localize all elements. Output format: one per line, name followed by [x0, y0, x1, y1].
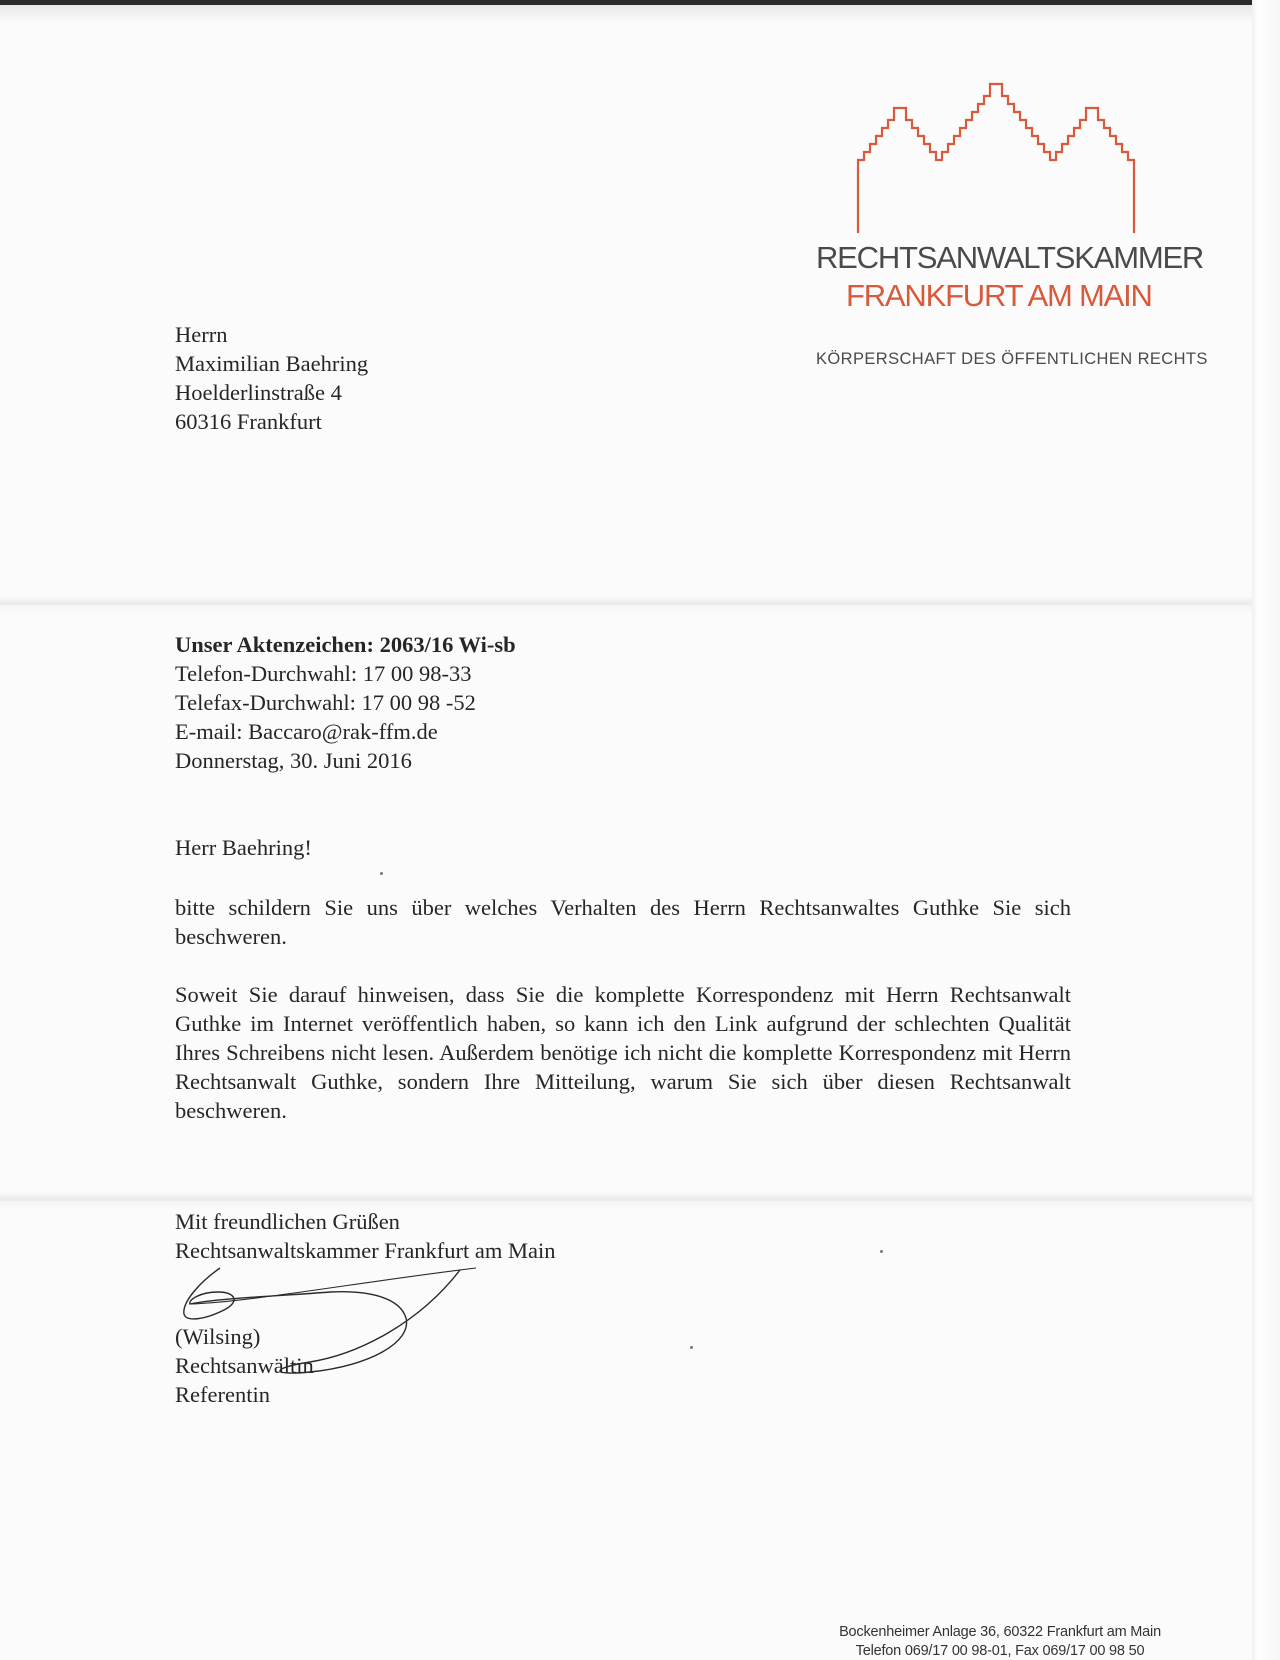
letterhead-logo — [812, 78, 1208, 378]
scan-speck — [690, 1346, 693, 1349]
footer-contact: Telefon 069/17 00 98-01, Fax 069/17 00 98 50 — [855, 1642, 1145, 1659]
letterhead-tagline: KÖRPERSCHAFT DES ÖFFENTLICHEN RECHTS — [816, 350, 1208, 368]
letter-date: Donnerstag, 30. Juni 2016 — [175, 748, 412, 773]
recipient-address — [175, 320, 368, 436]
letter-footer — [800, 1623, 1200, 1660]
footer-address: Bockenheimer Anlage 36, 60322 Frankfurt am Main — [839, 1624, 1161, 1640]
recipient-salutation: Herrn — [175, 322, 228, 347]
closing-block — [175, 1207, 556, 1265]
phone-extension: Telefon-Durchwahl: 17 00 98-33 — [175, 661, 472, 686]
closing-organization: Rechtsanwaltskammer Frankfurt am Main — [175, 1238, 556, 1263]
recipient-street: Hoelderlinstraße 4 — [175, 380, 342, 405]
paper-fold-line — [0, 596, 1252, 614]
email-address: E-mail: Baccaro@rak-ffm.de — [175, 719, 438, 744]
closing-regards: Mit freundlichen Grüßen — [175, 1209, 400, 1234]
body-paragraph-2: Soweit Sie darauf hinweisen, dass Sie die komplette Korrespondenz mit Herrn Rechtsanwalt Guthke im Internet veröffentlich haben, so kann ich den Link aufgrund der schlechten Qualität Ihres Schreibens nicht lesen. Außerdem benötige ich nicht die komplette Korrespondenz mit Herrn Rechtsanwalt Guthke, sondern Ihre Mitteilung, warum Sie sich über diesen Rechtsanwalt beschweren. — [175, 982, 1071, 1123]
recipient-city: 60316 Frankfurt — [175, 409, 322, 434]
scan-speck — [380, 872, 383, 875]
building-skyline-logo-icon — [848, 78, 1168, 233]
handwritten-signature-icon — [160, 1262, 490, 1392]
scan-speck — [880, 1250, 883, 1253]
recipient-name: Maximilian Baehring — [175, 351, 369, 376]
reference-block — [175, 630, 516, 775]
signer-name: (Wilsing) — [175, 1324, 261, 1349]
scan-right-edge — [1252, 0, 1280, 1660]
fax-extension: Telefax-Durchwahl: 17 00 98 -52 — [175, 690, 476, 715]
letterhead-title: RECHTSANWALTSKAMMER — [816, 240, 1204, 275]
greeting: Herr Baehring! — [175, 835, 312, 860]
signer-role: Referentin — [175, 1382, 270, 1407]
body-paragraph-1: bitte schildern Sie uns über welches Verhalten des Herrn Rechtsanwaltes Guthke Sie sich beschweren. — [175, 895, 1071, 949]
file-number: Unser Aktenzeichen: 2063/16 Wi-sb — [175, 632, 516, 657]
signer-title: Rechtsanwältin — [175, 1353, 314, 1378]
letterhead-subtitle: FRANKFURT AM MAIN — [846, 278, 1152, 313]
scan-top-shadow — [0, 5, 1280, 23]
